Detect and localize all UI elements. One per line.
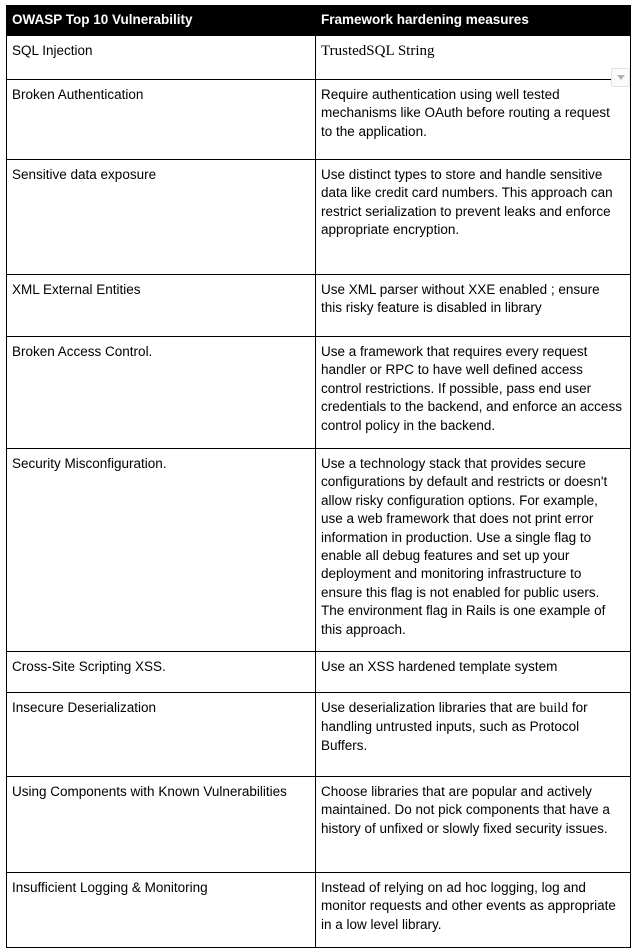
measure-text-segment: for handling untrusted inputs, such as Protocol Buffers.	[321, 700, 588, 753]
vulnerability-cell: Insecure Deserialization	[7, 693, 316, 777]
owasp-hardening-table	[6, 5, 631, 948]
vulnerability-cell: Security Misconfiguration.	[7, 449, 316, 652]
vulnerability-cell: Insufficient Logging & Monitoring	[7, 873, 316, 948]
vulnerability-cell: Using Components with Known Vulnerabilities	[7, 777, 316, 873]
table-header-row	[7, 6, 631, 36]
vulnerability-cell: Broken Access Control.	[7, 337, 316, 449]
measure-cell: Use XML parser without XXE enabled ; ensure this risky feature is disabled in library	[316, 275, 631, 337]
trustedsql-string-text: TrustedSQL String	[321, 43, 435, 59]
measure-cell: Use a technology stack that provides secure configurations by default and restricts or doesn't allow risky configuration options. For example, use a web framework that does not print error information in production. Use a single flag to enable all debug features and set up your deployment and monitoring infrastructure to ensure this flag is not enabled for public users. The environment flag in Rails is one example of this approach.	[316, 449, 631, 652]
vulnerability-cell: Broken Authentication	[7, 80, 316, 160]
measure-cell: Use an XSS hardened template system	[316, 652, 631, 693]
vulnerability-cell: Cross-Site Scripting XSS.	[7, 652, 316, 693]
measure-text-segment: Use deserialization libraries that are	[321, 700, 540, 715]
table-row	[7, 80, 631, 160]
table-row	[7, 873, 631, 948]
table-row	[7, 693, 631, 777]
table-row	[7, 337, 631, 449]
chevron-down-icon	[617, 75, 625, 80]
table-row	[7, 275, 631, 337]
header-vulnerability-column: OWASP Top 10 Vulnerability	[7, 6, 316, 36]
measure-cell: Choose libraries that are popular and actively maintained. Do not pick components that have a history of unfixed or slowly fixed security issues.	[316, 777, 631, 873]
measure-cell: Use distinct types to store and handle sensitive data like credit card numbers. This approach can restrict serialization to prevent leaks and enforce appropriate encryption.	[316, 160, 631, 275]
measure-cell: Use a framework that requires every request handler or RPC to have well defined access control restrictions. If possible, pass end user credentials to the backend, and enforce an access control policy in the backend.	[316, 337, 631, 449]
table-row	[7, 652, 631, 693]
measure-cell	[316, 693, 631, 777]
measure-cell: Require authentication using well tested mechanisms like OAuth before routing a request to the application.	[316, 80, 631, 160]
measure-cell	[316, 36, 631, 80]
build-serif-text: build	[539, 701, 569, 716]
table-row	[7, 449, 631, 652]
table-row	[7, 36, 631, 80]
vulnerability-cell: Sensitive data exposure	[7, 160, 316, 275]
vulnerability-cell: XML External Entities	[7, 275, 316, 337]
vulnerability-cell: SQL Injection	[7, 36, 316, 80]
measure-cell: Instead of relying on ad hoc logging, log and monitor requests and other events as appropriate in a low level library.	[316, 873, 631, 948]
table-row	[7, 160, 631, 275]
table-row	[7, 777, 631, 873]
header-measures-column: Framework hardening measures	[316, 6, 631, 36]
comment-dropdown-button[interactable]	[611, 68, 630, 87]
